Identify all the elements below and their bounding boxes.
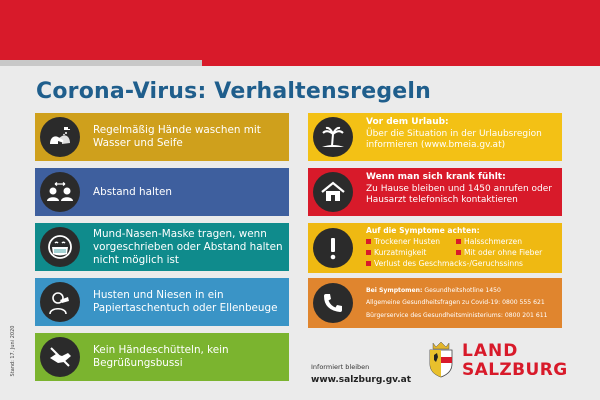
card-distance bbox=[35, 168, 289, 216]
card-sick bbox=[308, 168, 562, 216]
vacation-body: Über die Situation in der Urlaubsregion informieren (www.bmeia.gv.at) bbox=[366, 128, 542, 150]
card-handwash-text: Regelmäßig Hände waschen mit Wasser und Seife bbox=[93, 124, 261, 149]
phone-numbers bbox=[366, 285, 547, 322]
distance-icon bbox=[40, 172, 80, 212]
phone-line-2: Allgemeine Gesundheitsfragen zu Covid-19: 0800 555 621 bbox=[366, 299, 545, 307]
logo-line-salzburg: SALZBURG bbox=[462, 360, 568, 380]
handwash-icon bbox=[40, 117, 80, 157]
symptom-item: Mit oder ohne Fieber bbox=[456, 248, 542, 259]
phone-icon bbox=[313, 283, 353, 323]
top-red-banner bbox=[0, 0, 600, 60]
symptom-item: Trockener Husten bbox=[366, 237, 440, 248]
card-mask-text: Mund-Nasen-Maske tragen, wenn vorgeschrieben oder Abstand halten nicht möglich ist bbox=[93, 227, 283, 266]
card-mask bbox=[35, 223, 289, 271]
card-sick-text bbox=[366, 172, 558, 207]
exclamation-icon bbox=[313, 228, 353, 268]
card-vacation bbox=[308, 113, 562, 161]
card-no-handshake bbox=[35, 333, 289, 381]
mask-icon bbox=[40, 227, 80, 267]
sick-heading: Wenn man sich krank fühlt: bbox=[366, 172, 506, 182]
card-sneeze-text: Husten und Niesen in ein Papiertaschentuch oder Ellenbeuge bbox=[93, 289, 278, 314]
house-icon bbox=[313, 172, 353, 212]
sneeze-icon bbox=[40, 282, 80, 322]
phone-line-1: Bei Symptomen: Gesundheitshotline 1450 bbox=[366, 287, 501, 294]
palm-tree-icon bbox=[313, 117, 353, 157]
card-distance-text: Abstand halten bbox=[93, 185, 172, 198]
card-phones bbox=[308, 278, 562, 328]
vacation-heading: Vor dem Urlaub: bbox=[366, 117, 449, 127]
card-sneeze bbox=[35, 278, 289, 326]
card-symptoms bbox=[308, 223, 562, 273]
no-handshake-icon bbox=[40, 337, 80, 377]
symptom-item: Halsschmerzen bbox=[456, 237, 522, 248]
symptom-item: Kurzatmigkeit bbox=[366, 248, 426, 259]
informed-label: Informiert bleiben bbox=[311, 363, 370, 371]
coat-of-arms-icon bbox=[426, 340, 456, 380]
banner-grey-segment bbox=[0, 60, 202, 66]
symptoms-heading: Auf die Symptome achten: bbox=[366, 226, 480, 235]
stand-date bbox=[4, 318, 18, 388]
card-handwash bbox=[35, 113, 289, 161]
card-vacation-text bbox=[366, 117, 558, 152]
banner-underline bbox=[0, 60, 600, 66]
card-no-handshake-text: Kein Händeschütteln, kein Begrüßungsbussi bbox=[93, 344, 229, 369]
sick-body: Zu Hause bleiben und 1450 anrufen oder Hausarzt telefonisch kontaktieren bbox=[366, 183, 552, 205]
page-title: Corona-Virus: Verhaltensregeln bbox=[36, 79, 431, 104]
website-link[interactable]: www.salzburg.gv.at bbox=[311, 375, 412, 385]
stand-date-text: Stand: 17. Juni 2020 bbox=[10, 325, 16, 377]
logo-line-land: LAND bbox=[462, 341, 519, 361]
phone-line-3: Bürgerservice des Gesundheitsministeriums: 0800 201 611 bbox=[366, 311, 548, 319]
symptom-item: Verlust des Geschmacks-/Geruchssinns bbox=[366, 259, 523, 270]
